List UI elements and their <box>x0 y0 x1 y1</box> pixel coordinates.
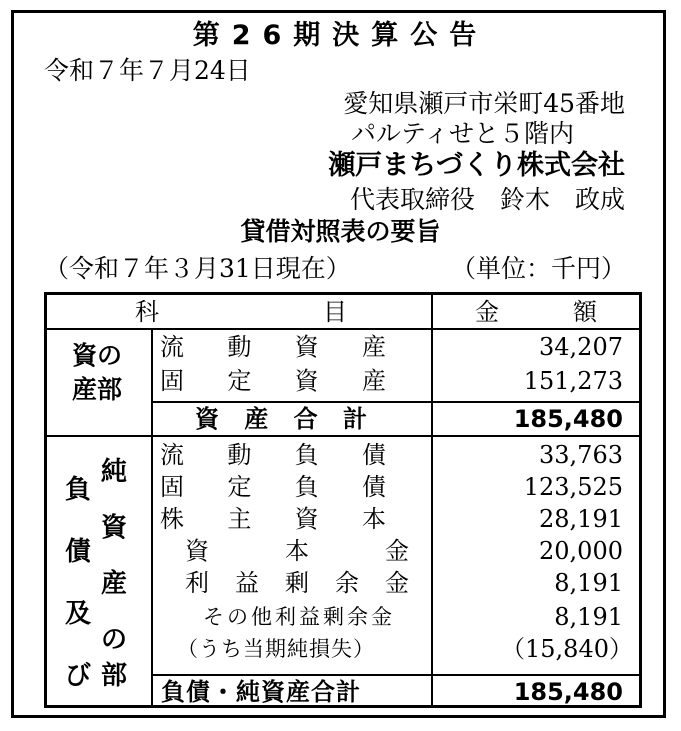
current-liabilities-value: 33,763 <box>539 441 623 469</box>
current-liabilities-label: 流 動 負 債 <box>160 441 386 469</box>
column-header-amount-part2: 額 <box>573 298 597 326</box>
fixed-liabilities-label: 固 定 負 債 <box>160 473 386 501</box>
header-divider <box>47 328 639 330</box>
current-assets-value: 34,207 <box>539 333 623 361</box>
fixed-assets-value: 151,273 <box>523 367 623 395</box>
column-header-subject-part1: 科 <box>135 298 159 326</box>
statement-title: 貸借対照表の要旨 <box>240 217 441 246</box>
unit-label: （単位：千円） <box>450 254 626 283</box>
other-retained-earnings-label: その他利益剰余金 <box>203 605 395 629</box>
column-header-subject <box>135 300 347 324</box>
capital-label: 資 本 金 <box>185 537 409 565</box>
retained-earnings-value: 8,191 <box>554 569 623 597</box>
column-header-amount <box>475 300 597 324</box>
net-loss-label: （うち当期純損失） <box>177 637 375 661</box>
shareholders-equity-value: 28,191 <box>539 505 623 533</box>
retained-earnings-label: 利 益 剰 余 金 <box>185 569 409 597</box>
assets-total-label: 資 産 合 計 <box>195 405 367 433</box>
assets-total-divider <box>151 401 639 403</box>
liabilities-total-value: 185,480 <box>513 678 623 706</box>
liabilities-section-label: 負 純 債 資 産 及 の び 部 <box>65 457 128 691</box>
column-header-amount-part1: 金 <box>475 298 499 326</box>
liabilities-total-label: 負債・純資産合計 <box>161 678 361 706</box>
representative-name: 代表取締役 鈴木 政成 <box>349 185 625 214</box>
shareholders-equity-label: 株 主 資 本 <box>160 505 386 533</box>
assets-total-value: 185,480 <box>513 405 623 433</box>
assets-section-label: 資の 産部 <box>71 341 122 404</box>
fixed-liabilities-value: 123,525 <box>523 473 623 501</box>
capital-value: 20,000 <box>539 537 623 565</box>
section-column-divider <box>151 328 153 705</box>
fixed-assets-label: 固 定 資 産 <box>160 367 386 395</box>
company-address-line1: 愛知県瀬戸市栄町45番地 <box>343 89 625 118</box>
notice-title: 第26期決算公告 <box>192 20 489 51</box>
column-header-subject-part2: 目 <box>323 298 347 326</box>
net-loss-value: （15,840） <box>501 635 633 663</box>
company-name: 瀬戸まちづくり株式会社 <box>328 150 625 181</box>
other-retained-earnings-value: 8,191 <box>554 603 623 631</box>
liabilities-total-divider <box>151 674 639 676</box>
balance-sheet-table <box>44 292 642 708</box>
current-assets-label: 流 動 資 産 <box>160 333 386 361</box>
basis-date: （令和７年３月31日現在） <box>44 254 351 283</box>
company-address-line2: パルティせと５階内 <box>350 119 574 148</box>
section-divider <box>47 435 639 437</box>
notice-date: 令和７年７月24日 <box>44 56 251 85</box>
